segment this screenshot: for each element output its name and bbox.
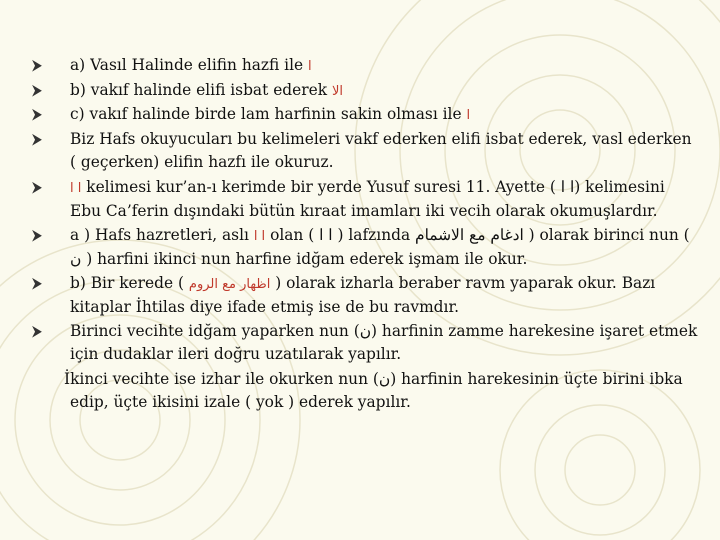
- arrow-bullet-icon: [30, 128, 44, 152]
- arabic-text: ا: [308, 59, 312, 74]
- arrow-bullet-icon: [30, 320, 44, 344]
- list-item: [30, 103, 700, 128]
- arabic-text: اظهار مع الروم: [188, 276, 271, 292]
- arrow-bullet-icon: [30, 79, 44, 103]
- arrow-bullet-icon: [30, 272, 44, 296]
- slide-content: [30, 54, 700, 415]
- arrow-bullet-icon: [30, 224, 44, 248]
- arrow-bullet-icon: [30, 54, 44, 78]
- arrow-bullet-icon: [30, 176, 44, 200]
- item-text: a) Vasıl Halinde elifin hazfi ile: [70, 56, 309, 74]
- list-item: [30, 224, 700, 272]
- arrow-bullet-icon: [30, 103, 44, 127]
- item-text-post: kelimesi kur’an-ı kerimde bir yerde Yusuf suresi 11. Ayette ( ا ا) kelimesini Ebu Ca’ferin dışındaki bütün kıraat imamları iki vecih olarak okumuşlardır.: [70, 177, 665, 220]
- item-text: b) vakıf halinde elifi isbat ederek: [70, 80, 332, 99]
- arabic-text: ا ا: [70, 180, 82, 196]
- arabic-text: ا: [466, 108, 471, 123]
- arabic-text: ا ا: [253, 228, 266, 244]
- arabic-text: الا: [331, 83, 343, 99]
- item-text: b) Bir kerede (: [70, 273, 189, 292]
- item-text: c) vakıf halinde birde lam harfinin sakin olması ile: [70, 105, 467, 123]
- item-text: a ) Hafs hazretleri, aslı: [70, 225, 254, 244]
- continuation-paragraph: İkinci vecihte ise izhar ile okurken nun (ن) harfinin harekesinin üçte birini ibka edip, üçte ikisini izale ( yok ) ederek yapılır.: [64, 369, 683, 411]
- list-item: [30, 128, 700, 176]
- item-text-post: olan ( ا ا ) lafzında ادغام مع الاشمام ) olarak birinci nun ( ن ) harfini ikinci nun harfine idğam ederek işmam ile okur.: [70, 225, 690, 268]
- item-text: Birinci vecihte idğam yaparken nun (ن) harfinin zamme harekesine işaret etmek için dudaklar ileri doğru uzatılarak yapılır.: [70, 321, 698, 363]
- list-item: [30, 272, 700, 320]
- list-item: [30, 79, 700, 104]
- list-item: [30, 176, 700, 224]
- list-item: [30, 320, 700, 368]
- item-text-post: ) olarak izharla beraber ravm yaparak okur. Bazı kitaplar İhtilas diye ifade etmiş ise de bu ravmdır.: [70, 273, 656, 316]
- item-text: Biz Hafs okuyucuları bu kelimeleri vakf ederken elifi isbat ederek, vasl ederken ( geçerken) elifin hazfı ile okuruz.: [70, 129, 692, 171]
- list-item: [30, 54, 700, 79]
